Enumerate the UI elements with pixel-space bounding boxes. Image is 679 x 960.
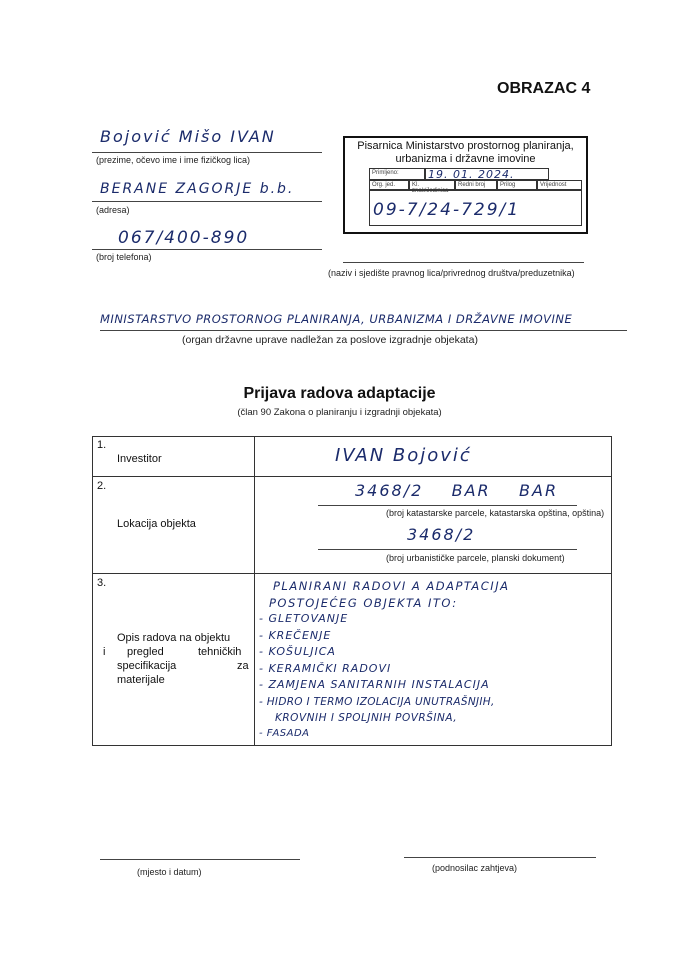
row-investitor (93, 437, 612, 477)
stamp-col-org: Org. jed. (369, 180, 409, 190)
row3-label-line2c: tehničkih (198, 646, 242, 658)
urban-parcel-value: 3468/2 (407, 525, 476, 544)
cadastral-value: 3468/2 BAR BAR (355, 481, 559, 500)
works-line: - GLETOVANJE (259, 612, 349, 625)
row3-label-line2b: pregled (127, 646, 164, 658)
works-line: - HIDRO I TERMO IZOLACIJA UNUTRAŠNJIH, (259, 695, 495, 708)
applicant-name-caption: (prezime, očevo ime i ime fizičkog lica) (96, 155, 251, 165)
stamp-col-vrijednost: Vrijednost (537, 180, 582, 190)
row-lokacija-label-cell (93, 477, 255, 574)
applicant-name-value: Bojović Mišo IVAN (100, 127, 276, 146)
registry-stamp (343, 136, 588, 234)
applicant-address-line (92, 201, 322, 202)
row1-label: Investitor (117, 453, 162, 465)
cadastral-line (318, 505, 577, 506)
works-line: POSTOJEĆEG OBJEKTA ITO: (269, 595, 458, 610)
row3-label-line4: materijale (117, 674, 165, 686)
row3-label-line3a: specifikacija (117, 660, 177, 672)
row-opis-label-cell (93, 574, 255, 746)
document-subtitle: (član 90 Zakona o planiranju i izgradnji objekata) (237, 407, 442, 418)
legal-entity-caption: (naziv i sjedište pravnog lica/privrednog društva/preduzetnika) (328, 268, 575, 278)
form-table (92, 436, 612, 746)
stamp-received-label: Primljeno: (369, 168, 425, 180)
cadastral-caption: (broj katastarske parcele, katastarska opština, opština) (386, 508, 605, 518)
authority-caption: (organ državne uprave nadležan za poslove izgradnje objekata) (182, 334, 478, 346)
document-title: Prijava radova adaptacije (243, 385, 436, 402)
row3-label-line2a: i (103, 646, 106, 658)
applicant-address-caption: (adresa) (96, 205, 130, 215)
stamp-title-line1: Pisarnica Ministarstvo prostornog planiranja, (357, 140, 574, 152)
works-line: - ZAMJENA SANITARNIH INSTALACIJA (259, 678, 490, 691)
works-line: KROVNIH I SPOLJNIH POVRŠINA, (275, 712, 458, 724)
signature-line (404, 857, 596, 858)
applicant-name-line (92, 152, 322, 153)
row3-label-line1: Opis radova na objektu (117, 632, 231, 644)
works-description (259, 578, 614, 741)
row-opis (93, 574, 612, 746)
place-date-caption: (mjesto i datum) (137, 867, 202, 877)
row-investitor-value-cell (255, 437, 612, 477)
stamp-received-value: 19. 01. 2024. (425, 168, 549, 180)
authority-value: MINISTARSTVO PROSTORNOG PLANIRANJA, URBANIZMA I DRŽAVNE IMOVINE (100, 312, 573, 326)
authority-line (100, 330, 627, 331)
row2-label: Lokacija objekta (117, 518, 196, 530)
row-lokacija-value-cell (255, 477, 612, 574)
applicant-signature-caption: (podnosilac zahtjeva) (432, 863, 518, 873)
place-date-line (100, 859, 300, 860)
works-line: - KREČENJE (259, 628, 332, 642)
legal-entity-line (343, 262, 584, 263)
stamp-col-redni: Redni broj (455, 180, 497, 190)
row-lokacija (93, 477, 612, 574)
stamp-col-prilog: Prilog (497, 180, 537, 190)
investor-value: IVAN Bojović (335, 445, 472, 466)
applicant-phone-value: 067/400-890 (118, 228, 250, 248)
applicant-address-value: BERANE ZAGORJE b.b. (100, 181, 295, 197)
row1-number: 1. (97, 439, 107, 451)
row-investitor-label-cell (93, 437, 255, 477)
works-line: - KERAMIČKI RADOVI (259, 661, 392, 675)
works-line: PLANIRANI RADOVI A ADAPTACIJA (273, 579, 510, 593)
urban-parcel-caption: (broj urbanističke parcele, planski dokument) (386, 553, 565, 563)
urban-parcel-line (318, 549, 577, 550)
form-code: OBRAZAC 4 (497, 80, 591, 97)
row-opis-value-cell (255, 574, 612, 746)
stamp-number-value: 09-7/24-729/1 (373, 200, 521, 220)
stamp-col-klznak: Kl. znak/Jedinica (409, 180, 455, 190)
applicant-phone-caption: (broj telefona) (96, 252, 152, 262)
row3-number: 3. (97, 577, 107, 589)
row3-label-line3b: za (237, 660, 249, 672)
row2-number: 2. (97, 480, 107, 492)
applicant-phone-line (92, 249, 322, 250)
stamp-title-line2: urbanizma i državne imovine (395, 153, 536, 165)
works-line: - KOŠULJICA (259, 645, 336, 658)
works-line: - FASADA (259, 727, 310, 739)
